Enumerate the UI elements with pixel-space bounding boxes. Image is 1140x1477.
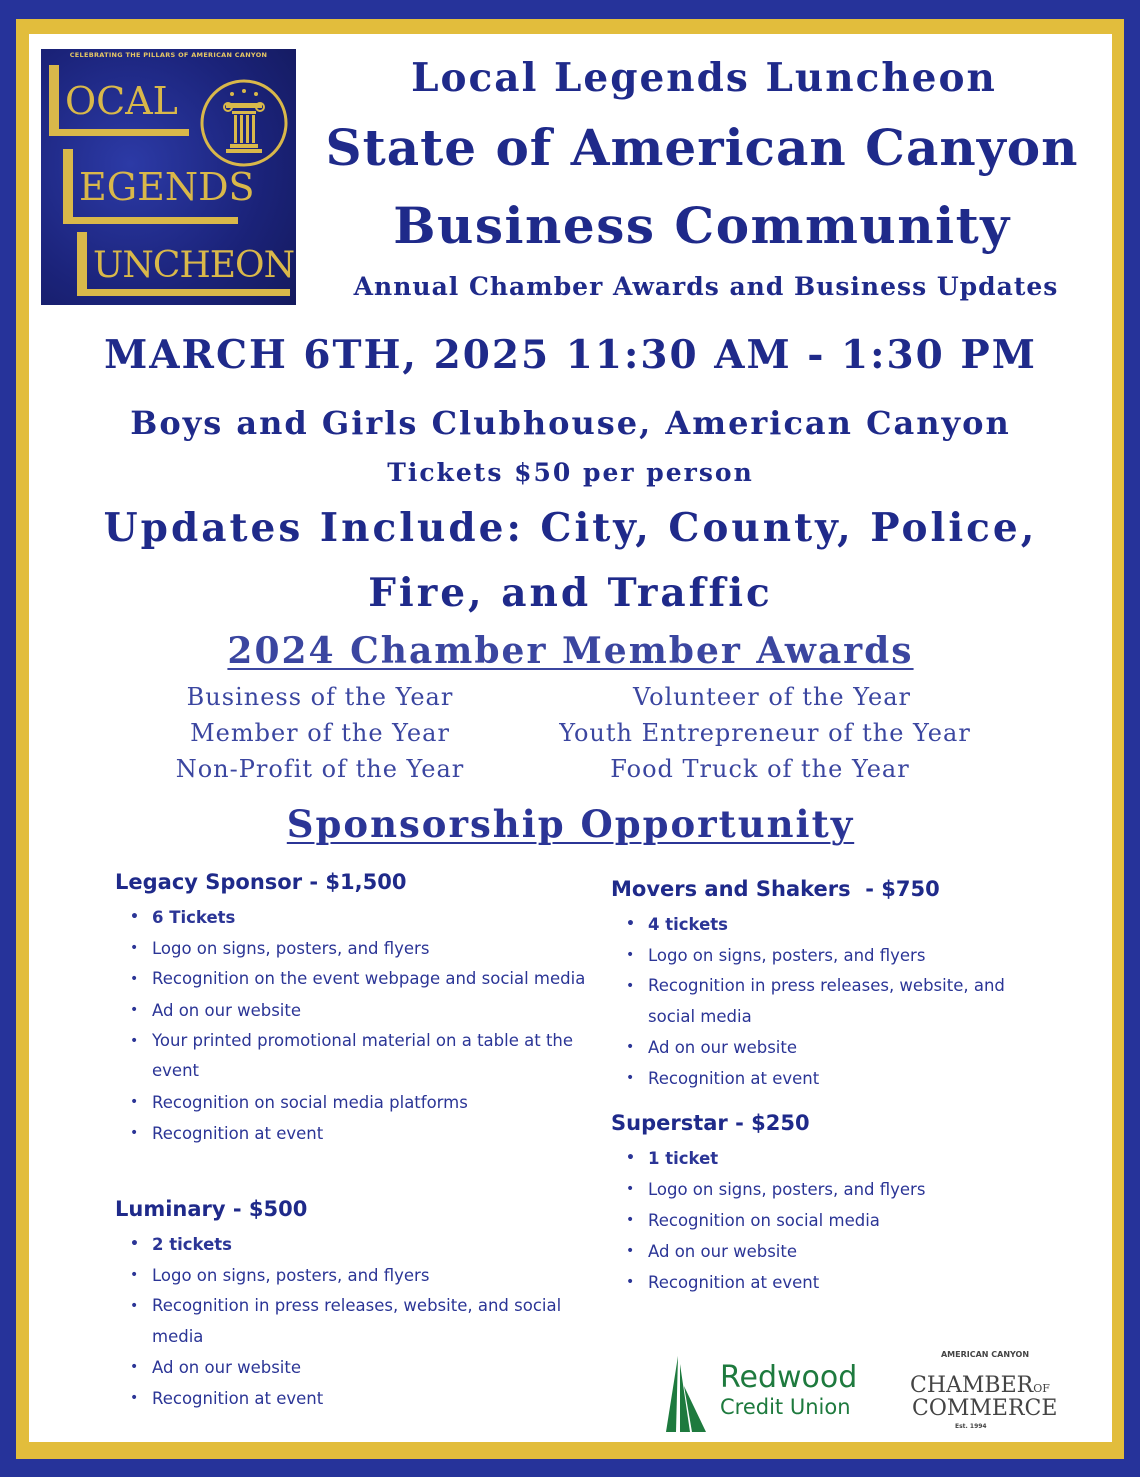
list-item: • Recognition at event bbox=[115, 1118, 595, 1149]
subtitle: Annual Chamber Awards and Business Updates bbox=[353, 272, 1059, 301]
luminary-benefits bbox=[115, 1229, 595, 1414]
list-item: • Recognition on the event webpage and social media bbox=[115, 964, 595, 995]
movers-shakers-title: Movers and Shakers - $750 bbox=[611, 877, 940, 901]
logo-l-foot-2 bbox=[63, 217, 238, 224]
list-item: • Recognition on social media bbox=[611, 1205, 1031, 1236]
award-item: Volunteer of the Year bbox=[633, 683, 911, 711]
logo-l-stem-2 bbox=[63, 149, 73, 223]
list-item: • 1 ticket bbox=[611, 1143, 1031, 1174]
sponsorship-heading: Sponsorship Opportunity bbox=[286, 802, 855, 846]
list-item: • Logo on signs, posters, and flyers bbox=[611, 940, 1031, 971]
list-item: • Recognition in press releases, website, and social media bbox=[611, 971, 1031, 1032]
legacy-benefits bbox=[115, 902, 595, 1149]
logo-word-legends: EGENDS bbox=[79, 165, 255, 209]
pillar-icon bbox=[198, 77, 290, 169]
award-item: Food Truck of the Year bbox=[610, 755, 910, 783]
title-line-1: State of American Canyon bbox=[325, 118, 1079, 177]
rcu-subname: Credit Union bbox=[720, 1395, 851, 1419]
movers-shakers-benefits bbox=[611, 909, 1031, 1094]
award-item: Business of the Year bbox=[186, 683, 454, 711]
list-item: • 4 tickets bbox=[611, 909, 1031, 940]
list-item: • Recognition on social media platforms bbox=[115, 1087, 595, 1118]
coc-commerce: COMMERCE bbox=[912, 1396, 1058, 1421]
legacy-sponsor-title: Legacy Sponsor - $1,500 bbox=[115, 870, 407, 894]
list-item: • Recognition in press releases, website, and social media bbox=[115, 1291, 595, 1352]
rcu-name: Redwood bbox=[720, 1360, 858, 1395]
award-item: Non-Profit of the Year bbox=[175, 755, 465, 783]
event-datetime: MARCH 6TH, 2025 11:30 AM - 1:30 PM bbox=[104, 332, 1037, 378]
event-location: Boys and Girls Clubhouse, American Canyon bbox=[130, 404, 1011, 442]
logo-banner: CELEBRATING THE PILLARS OF AMERICAN CANYON bbox=[69, 51, 268, 59]
coc-of: OF bbox=[1033, 1382, 1050, 1395]
coc-chamber bbox=[910, 1373, 1050, 1398]
awards-heading: 2024 Chamber Member Awards bbox=[227, 630, 914, 672]
superstar-title: Superstar - $250 bbox=[611, 1111, 810, 1135]
list-item: • Ad on our website bbox=[115, 1352, 595, 1383]
award-item: Youth Entrepreneur of the Year bbox=[559, 719, 971, 747]
list-item: • 6 Tickets bbox=[115, 902, 595, 933]
superstar-benefits bbox=[611, 1143, 1031, 1298]
list-item: • Ad on our website bbox=[611, 1236, 1031, 1267]
logo-l-foot-1 bbox=[49, 129, 189, 136]
award-item: Member of the Year bbox=[190, 719, 450, 747]
logo-l-foot-3 bbox=[77, 289, 290, 296]
list-item: • Ad on our website bbox=[611, 1032, 1031, 1063]
luminary-sponsor-title: Luminary - $500 bbox=[115, 1197, 308, 1221]
list-item: • Logo on signs, posters, and flyers bbox=[115, 933, 595, 964]
list-item: • Logo on signs, posters, and flyers bbox=[115, 1260, 595, 1291]
list-item: • Ad on our website bbox=[115, 995, 595, 1026]
logo-l-stem-3 bbox=[77, 232, 87, 296]
logo-l-stem-1 bbox=[49, 65, 59, 135]
coc-top-label: AMERICAN CANYON bbox=[940, 1350, 1030, 1359]
list-item: • 2 tickets bbox=[115, 1229, 595, 1260]
coc-established: Est. 1994 bbox=[955, 1423, 987, 1430]
list-item: • Recognition at event bbox=[611, 1063, 1031, 1094]
logo-word-local: OCAL bbox=[65, 79, 178, 123]
list-item: • Recognition at event bbox=[115, 1383, 595, 1414]
title-line-2: Business Community bbox=[393, 196, 1011, 255]
list-item: • Recognition at event bbox=[611, 1267, 1031, 1298]
updates-line-1: Updates Include: City, County, Police, bbox=[103, 505, 1038, 551]
updates-line-2: Fire, and Traffic bbox=[368, 570, 773, 616]
logo-word-luncheon: UNCHEON bbox=[93, 245, 295, 286]
event-name: Local Legends Luncheon bbox=[411, 55, 997, 101]
coc-chamber-word: CHAMBER bbox=[910, 1373, 1034, 1398]
ticket-price: Tickets $50 per person bbox=[387, 458, 754, 487]
list-item: • Logo on signs, posters, and flyers bbox=[611, 1174, 1031, 1205]
local-legends-logo bbox=[41, 49, 296, 305]
redwood-tree-icon bbox=[666, 1356, 712, 1432]
list-item: • Your printed promotional material on a table at the event bbox=[115, 1026, 595, 1087]
